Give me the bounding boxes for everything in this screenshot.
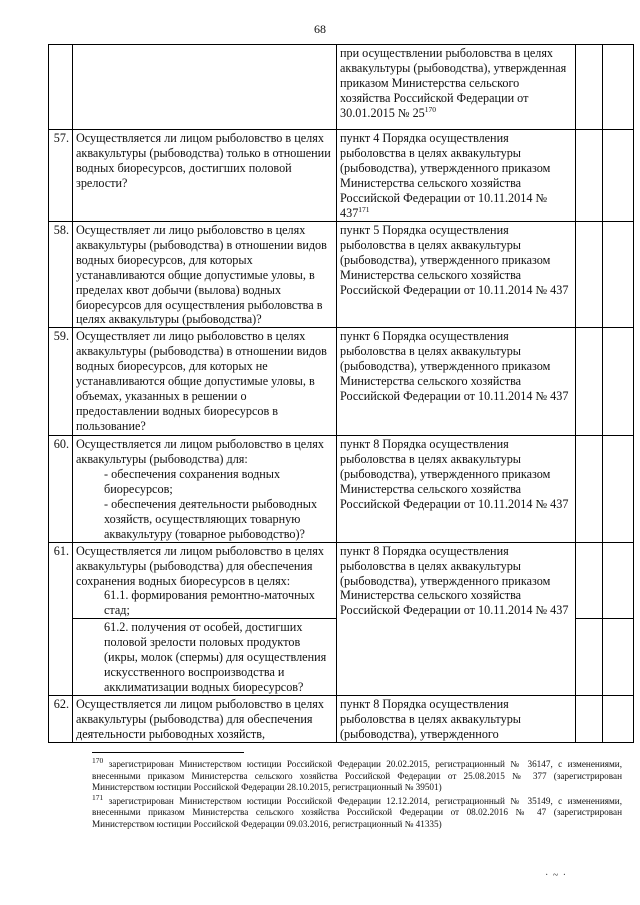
footnote-mark: 171 bbox=[92, 792, 104, 802]
question-cell: Осуществляет ли лицо рыболовство в целях аквакультуры (рыбоводства) в отношении видов водных биоресурсов, для которых устанавливаются общие допустимые уловы, в пределах квот добычи (вылова) водных биоресурсов для осуществления рыболовства в целях аквакультуры (рыбоводства)? bbox=[73, 222, 337, 328]
answer-cell[interactable] bbox=[576, 328, 603, 436]
footnote bbox=[92, 792, 622, 831]
table-row bbox=[49, 45, 634, 130]
table-row bbox=[49, 542, 634, 619]
footnote-text: зарегистрирован Министерством юстиции Российской Федерации 12.12.2014, регистрационный № 35149, с изменениями, внесенными приказом Министерства сельского хозяйства Российской Федерации от 08.02.2016 № 47 (зарегистрирован Министерством юстиции Российской Федерации 09.03.2016, регистрационный № 41335) bbox=[92, 795, 622, 829]
answer-cell[interactable] bbox=[603, 542, 634, 619]
question-cell: Осуществляется ли лицом рыболовство в целях аквакультуры (рыбоводства) только в отношении водных биоресурсов, достигших половой зрелости? bbox=[73, 130, 337, 222]
row-number: 57. bbox=[49, 130, 73, 222]
scan-mark: · ~ · bbox=[545, 870, 568, 881]
question-intro: Осуществляется ли лицом рыболовство в целях аквакультуры (рыбоводства) для обеспечения сохранения водных биоресурсов в целях: bbox=[76, 543, 324, 588]
footnotes bbox=[92, 755, 622, 833]
reference-cell: пункт 6 Порядка осуществления рыболовства в целях аквакультуры (рыбоводства), утвержденного приказом Министерства сельского хозяйства Российской Федерации от 10.11.2014 № 437 bbox=[337, 328, 576, 436]
page-number: 68 bbox=[314, 22, 326, 36]
row-number bbox=[49, 45, 73, 130]
footnote-divider bbox=[92, 752, 244, 753]
reference-text: при осуществлении рыболовства в целях аквакультуры (рыбоводства), утвержденная приказом Министерства сельского хозяйства Российской Федерации от 30.01.2015 № 25 bbox=[340, 46, 567, 120]
reference-cell: пункт 8 Порядка осуществления рыболовства в целях аквакультуры (рыбоводства), утвержденного bbox=[337, 696, 576, 743]
footnote bbox=[92, 755, 622, 794]
table-row bbox=[49, 328, 634, 436]
question-cell bbox=[73, 542, 337, 619]
table-row bbox=[49, 222, 634, 328]
row-number: 61. bbox=[49, 542, 73, 696]
answer-cell[interactable] bbox=[603, 696, 634, 743]
reference-text: пункт 4 Порядка осуществления рыболовства в целях аквакультуры (рыбоводства), утвержденного приказом Министерства сельского хозяйства Российской Федерации от 10.11.2014 № 437 bbox=[340, 131, 551, 220]
row-number: 62. bbox=[49, 696, 73, 743]
answer-cell[interactable] bbox=[603, 130, 634, 222]
answer-cell[interactable] bbox=[576, 542, 603, 619]
question-subitem: 61.2. получения от особей, достигших половой зрелости половых продуктов (икры, молок (спермы) для осуществления искусственного воспроизводства и акклиматизации водных биоресурсов? bbox=[104, 620, 327, 694]
question-cell: Осуществляет ли лицо рыболовство в целях аквакультуры (рыбоводства) в отношении видов водных биоресурсов, для которых не устанавливаются общие допустимые уловы, в объемах, указанных в решении о предоставлении водных биоресурсов в пользование? bbox=[73, 328, 337, 436]
question-subitem: 61.1. формирования ремонтно-маточных стад; bbox=[104, 588, 315, 618]
footnote-mark: 170 bbox=[92, 755, 104, 765]
reference-cell: пункт 8 Порядка осуществления рыболовства в целях аквакультуры (рыбоводства), утвержденного приказом Министерства сельского хозяйства Российской Федерации от 10.11.2014 № 437 bbox=[337, 542, 576, 696]
row-number: 59. bbox=[49, 328, 73, 436]
question-item: - обеспечения деятельности рыбоводных хозяйств, осуществляющих товарную аквакультуру (товарное рыбоводство)? bbox=[104, 496, 318, 541]
footnote-ref: 171 bbox=[358, 204, 370, 214]
answer-cell[interactable] bbox=[603, 45, 634, 130]
reference-cell: пункт 8 Порядка осуществления рыболовства в целях аквакультуры (рыбоводства), утвержденного приказом Министерства сельского хозяйства Российской Федерации от 10.11.2014 № 437 bbox=[337, 436, 576, 542]
footnote-ref: 170 bbox=[424, 104, 437, 114]
answer-cell[interactable] bbox=[576, 130, 603, 222]
answer-cell[interactable] bbox=[603, 436, 634, 542]
question-cell bbox=[73, 436, 337, 542]
answer-cell[interactable] bbox=[603, 328, 634, 436]
question-cell: Осуществляется ли лицом рыболовство в целях аквакультуры (рыбоводства) для обеспечения деятельности рыбоводных хозяйств, bbox=[73, 696, 337, 743]
answer-cell[interactable] bbox=[576, 619, 603, 696]
question-cell bbox=[73, 45, 337, 130]
answer-cell[interactable] bbox=[576, 45, 603, 130]
row-number: 58. bbox=[49, 222, 73, 328]
answer-cell[interactable] bbox=[576, 696, 603, 743]
table-row bbox=[49, 436, 634, 542]
question-intro: Осуществляется ли лицом рыболовство в целях аквакультуры (рыбоводства) для: bbox=[76, 437, 324, 467]
answer-cell[interactable] bbox=[603, 619, 634, 696]
question-cell bbox=[73, 619, 337, 696]
footnote-text: зарегистрирован Министерством юстиции Российской Федерации 20.02.2015, регистрационный № 36147, с изменениями, внесенными приказом Министерства сельского хозяйства Российской Федерации от 25.08.2015 № 377 (зарегистрирован Министерством юстиции Российской Федерации 28.10.2015, регистрационный № 39501) bbox=[92, 759, 622, 793]
reference-cell bbox=[337, 130, 576, 222]
reference-cell bbox=[337, 45, 576, 130]
checklist-table bbox=[48, 44, 634, 743]
table-row bbox=[49, 130, 634, 222]
table-row bbox=[49, 696, 634, 743]
question-item: - обеспечения сохранения водных биоресурсов; bbox=[104, 467, 281, 497]
row-number: 60. bbox=[49, 436, 73, 542]
answer-cell[interactable] bbox=[576, 222, 603, 328]
answer-cell[interactable] bbox=[603, 222, 634, 328]
answer-cell[interactable] bbox=[576, 436, 603, 542]
reference-cell: пункт 5 Порядка осуществления рыболовства в целях аквакультуры (рыбоводства), утвержденного приказом Министерства сельского хозяйства Российской Федерации от 10.11.2014 № 437 bbox=[337, 222, 576, 328]
